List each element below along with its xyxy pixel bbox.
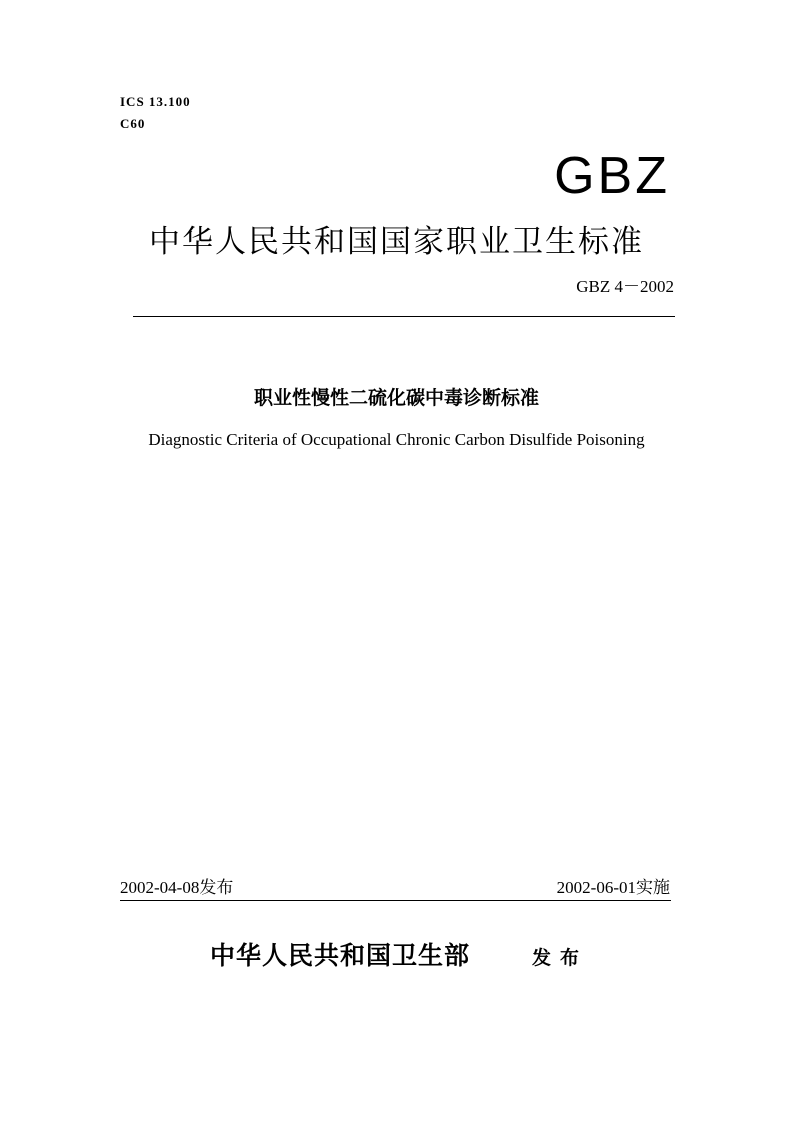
ccs-code: C60 bbox=[120, 116, 146, 131]
publish-label: 发布 bbox=[532, 947, 589, 969]
document-title-zh: 职业性慢性二硫化碳中毒诊断标准 bbox=[253, 387, 539, 409]
implementation-date: 2002-06-01实施 bbox=[556, 878, 670, 897]
standard-code: GBZ 4－2002 bbox=[576, 277, 674, 296]
standard-title: 中华人民共和国国家职业卫生标准 bbox=[149, 224, 644, 260]
publisher-name: 中华人民共和国卫生部 bbox=[210, 941, 471, 970]
document-title-en: Diagnostic Criteria of Occupational Chronic Carbon Disulfide Poisoning bbox=[148, 430, 645, 449]
issue-date: 2002-04-08发布 bbox=[120, 878, 234, 897]
ics-code: ICS 13.100 bbox=[120, 94, 191, 109]
gbz-logo: GBZ bbox=[554, 147, 670, 205]
footer-divider bbox=[120, 900, 671, 901]
header-divider bbox=[133, 316, 675, 317]
